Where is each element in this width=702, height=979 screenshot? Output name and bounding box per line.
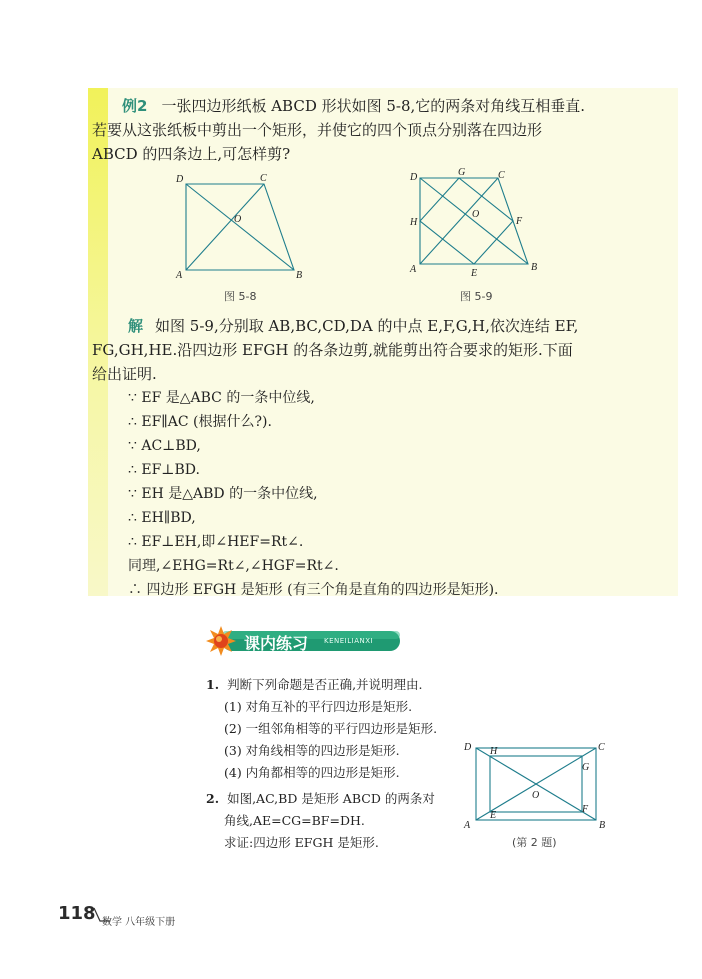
book-title: 数学 八年级下册 (102, 917, 176, 928)
label-b: B (296, 270, 303, 281)
label-e: E (490, 810, 497, 821)
proof-step-7: ∴ EF⊥EH,即∠HEF=Rt∠. (128, 534, 304, 550)
example-line-2: 若要从这张纸板中剪出一个矩形，并使它的四个顶点分别落在四边形 (92, 121, 543, 139)
label-g: G (582, 762, 590, 773)
label-h: H (490, 746, 498, 757)
proof-step-2: ∴ EF∥AC (根据什么?). (128, 414, 272, 430)
proof-step-6: ∴ EH∥BD, (128, 510, 196, 526)
caption-question-2: (第 2 题) (512, 836, 557, 849)
question-2-text-1: 如图,AC,BD 是矩形 ABCD 的两条对 (227, 791, 435, 806)
label-c: C (260, 173, 267, 184)
practice-subtitle: KENEILIANXI (324, 637, 374, 645)
label-o: O (472, 209, 480, 220)
label-o: O (532, 790, 540, 801)
diagonal-ac (186, 184, 264, 270)
page-footer (58, 903, 258, 928)
solution-line-1 (128, 314, 578, 338)
figure-question-2 (462, 740, 612, 830)
label-b: B (599, 820, 606, 830)
label-a: A (176, 270, 183, 281)
solution-label: 解 (128, 317, 144, 335)
label-g: G (458, 167, 466, 178)
question-1-stem (206, 674, 423, 695)
example-text-1: 一张四边形纸板 ABCD 形状如图 5-8,它的两条对角线互相垂直. (161, 97, 586, 115)
caption-fig-5-8: 图 5-8 (224, 290, 257, 303)
figure-5-9 (406, 164, 556, 282)
question-2-line-1 (206, 788, 435, 809)
label-c: C (498, 170, 505, 181)
question-2-line-2: 角线,AE=CG=BF=DH. (224, 813, 365, 828)
label-d: D (464, 742, 472, 753)
diagonal-bd (420, 178, 528, 264)
page-number: 118 (58, 903, 96, 924)
question-2-line-3: 求证:四边形 EFGH 是矩形. (224, 835, 379, 850)
rectangle-efgh (420, 178, 513, 264)
solution-line-3: 给出证明. (92, 365, 157, 383)
question-1-text: 判断下列命题是否正确,并说明理由. (227, 677, 423, 692)
caption-fig-5-9: 图 5-9 (460, 290, 493, 303)
proof-step-5: ∵ EH 是△ABD 的一条中位线, (128, 486, 318, 502)
proof-step-3: ∵ AC⊥BD, (128, 438, 201, 454)
proof-step-8: 同理,∠EHG=Rt∠,∠HGF=Rt∠. (128, 558, 339, 574)
proof-step-1: ∵ EF 是△ABC 的一条中位线, (128, 390, 315, 406)
example-line-1 (122, 94, 585, 118)
label-e: E (471, 268, 478, 279)
practice-title: 课内练习 (244, 634, 309, 653)
question-1-item-1: (1) 对角互补的平行四边形是矩形. (224, 699, 413, 714)
label-a: A (410, 264, 417, 275)
figure-5-8 (172, 170, 312, 282)
label-c: C (598, 742, 605, 753)
solution-line-2: FG,GH,HE.沿四边形 EFGH 的各条边剪,就能剪出符合要求的矩形.下面 (92, 341, 573, 359)
label-d: D (410, 172, 418, 183)
sun-icon (206, 626, 236, 656)
label-h: H (410, 217, 418, 228)
question-1-item-2: (2) 一组邻角相等的平行四边形是矩形. (224, 721, 438, 736)
label-a: A (464, 820, 471, 830)
label-f: F (582, 804, 589, 815)
practice-banner (206, 626, 402, 656)
question-2-number: 2. (206, 791, 220, 806)
proof-step-4: ∴ EF⊥BD. (128, 462, 200, 478)
question-1-number: 1. (206, 677, 220, 692)
label-b: B (531, 262, 538, 273)
label-d: D (176, 174, 184, 185)
question-1-item-3: (3) 对角线相等的四边形是矩形. (224, 743, 400, 758)
label-o: O (234, 214, 242, 225)
label-f: F (516, 216, 523, 227)
diagonal-bd (186, 184, 294, 270)
solution-text-1: 如图 5-9,分别取 AB,BC,CD,DA 的中点 E,F,G,H,依次连结 EF, (155, 317, 579, 335)
question-1-item-4: (4) 内角都相等的四边形是矩形. (224, 765, 400, 780)
proof-step-9: ∴ 四边形 EFGH 是矩形 (有三个角是直角的四边形是矩形). (128, 582, 499, 598)
example-line-3: ABCD 的四条边上,可怎样剪? (92, 145, 291, 163)
example-label: 例2 (122, 97, 148, 115)
